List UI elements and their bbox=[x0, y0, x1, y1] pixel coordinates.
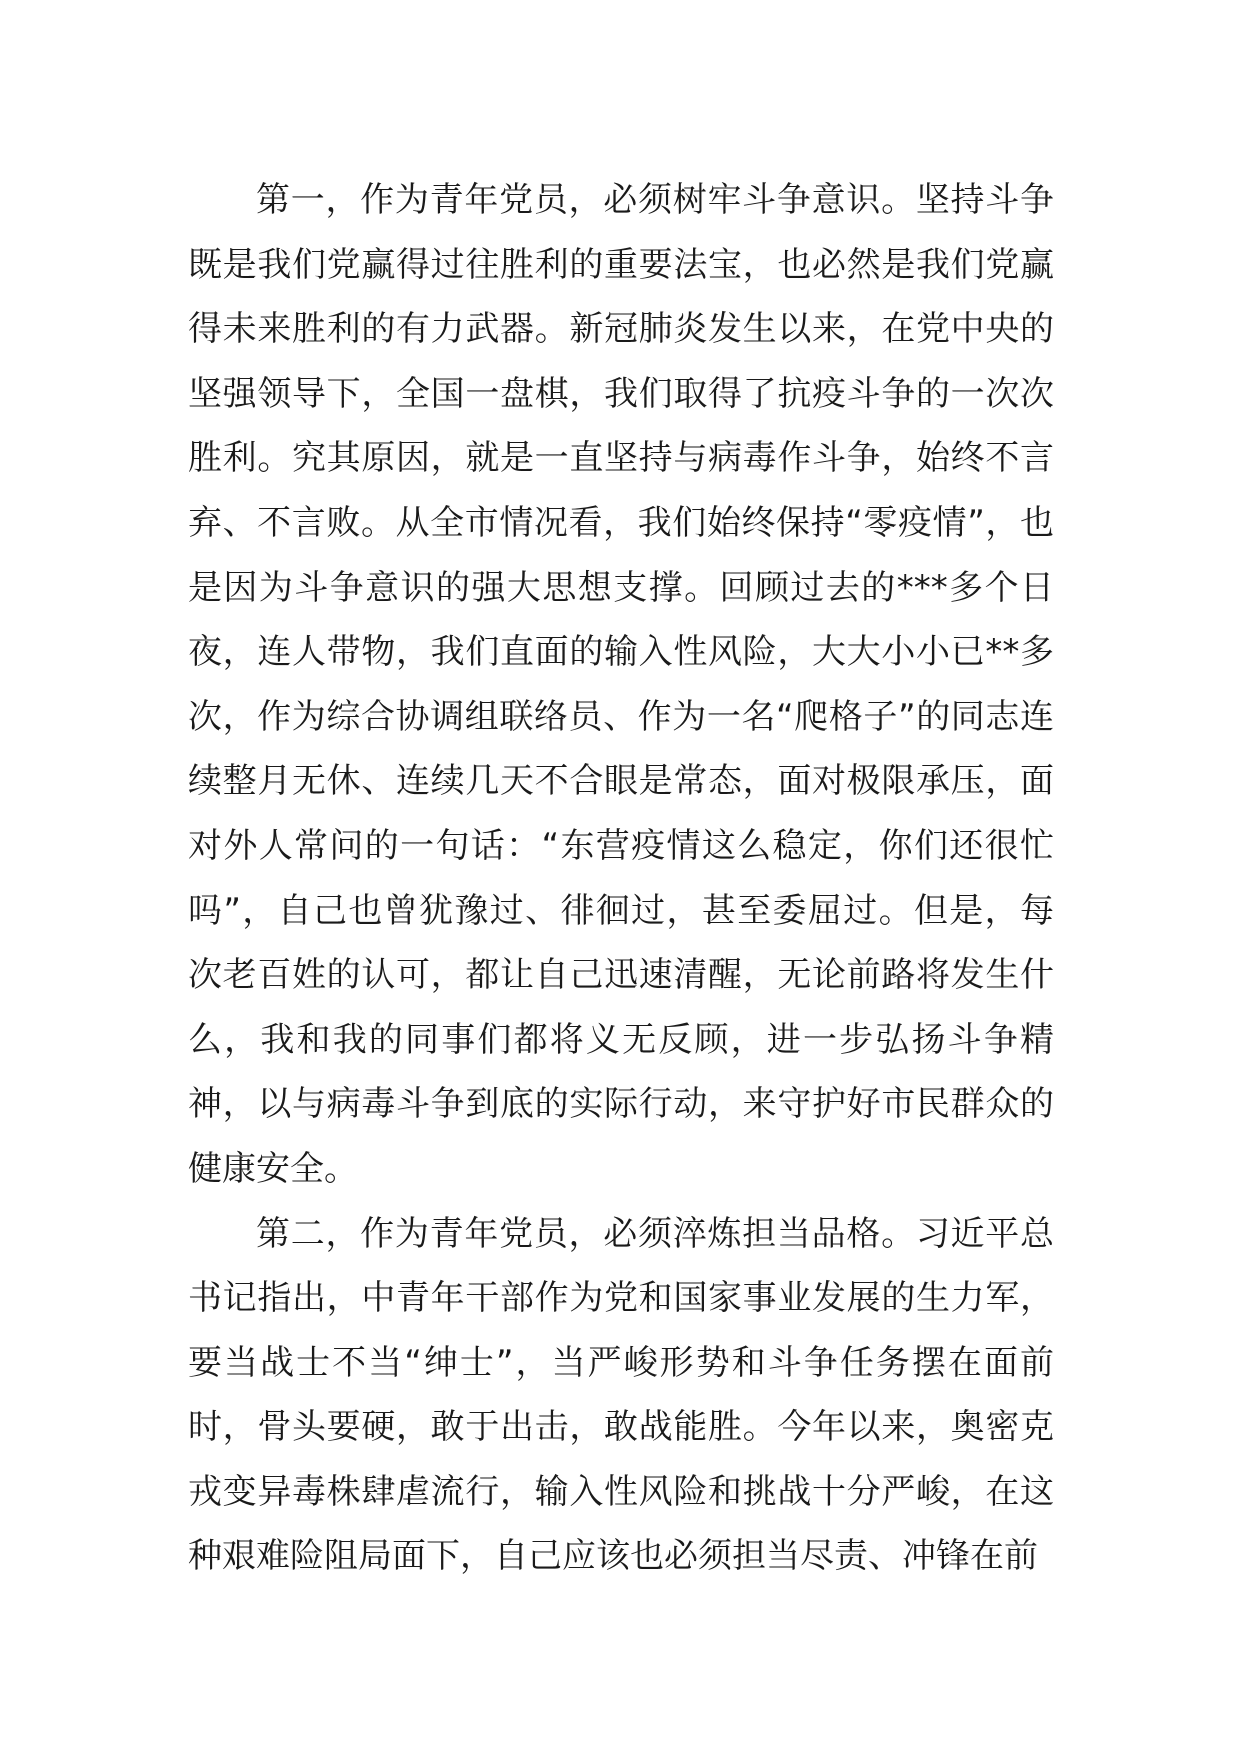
paragraph-1: 第一，作为青年党员，必须树牢斗争意识。坚持斗争既是我们党赢得过往胜利的重要法宝，也必然是我们党赢得未来胜利的有力武器。新冠肺炎发生以来，在党中央的坚强领导下，全国一盘棋，我们取得了抗疫斗争的一次次胜利。究其原因，就是一直坚持与病毒作斗争，始终不言弃、不言败。从全市情况看，我们始终保持“零疫情”，也是因为斗争意识的强大思想支撑。回顾过去的***多个日夜，连人带物，我们直面的输入性风险，大大小小已**多次，作为综合协调组联络员、作为一名“爬格子”的同志连续整月无休、连续几天不合眼是常态，面对极限承压，面对外人常问的一句话：“东营疫情这么稳定，你们还很忙吗”，自己也曾犹豫过、徘徊过，甚至委屈过。但是，每次老百姓的认可，都让自己迅速清醒，无论前路将发生什么，我和我的同事们都将义无反顾，进一步弘扬斗争精神，以与病毒斗争到底的实际行动，来守护好市民群众的健康安全。 bbox=[188, 180, 1054, 1189]
document-body bbox=[188, 168, 1054, 1589]
paragraph-2: 第二，作为青年党员，必须淬炼担当品格。习近平总书记指出，中青年干部作为党和国家事业发展的生力军，要当战士不当“绅士”，当严峻形势和斗争任务摆在面前时，骨头要硬，敢于出击，敢战能胜。今年以来，奥密克戎变异毒株肆虐流行，输入性风险和挑战十分严峻，在这种艰难险阻局面下，自己应该也必须担当尽责、冲锋在前 bbox=[188, 1213, 1054, 1577]
